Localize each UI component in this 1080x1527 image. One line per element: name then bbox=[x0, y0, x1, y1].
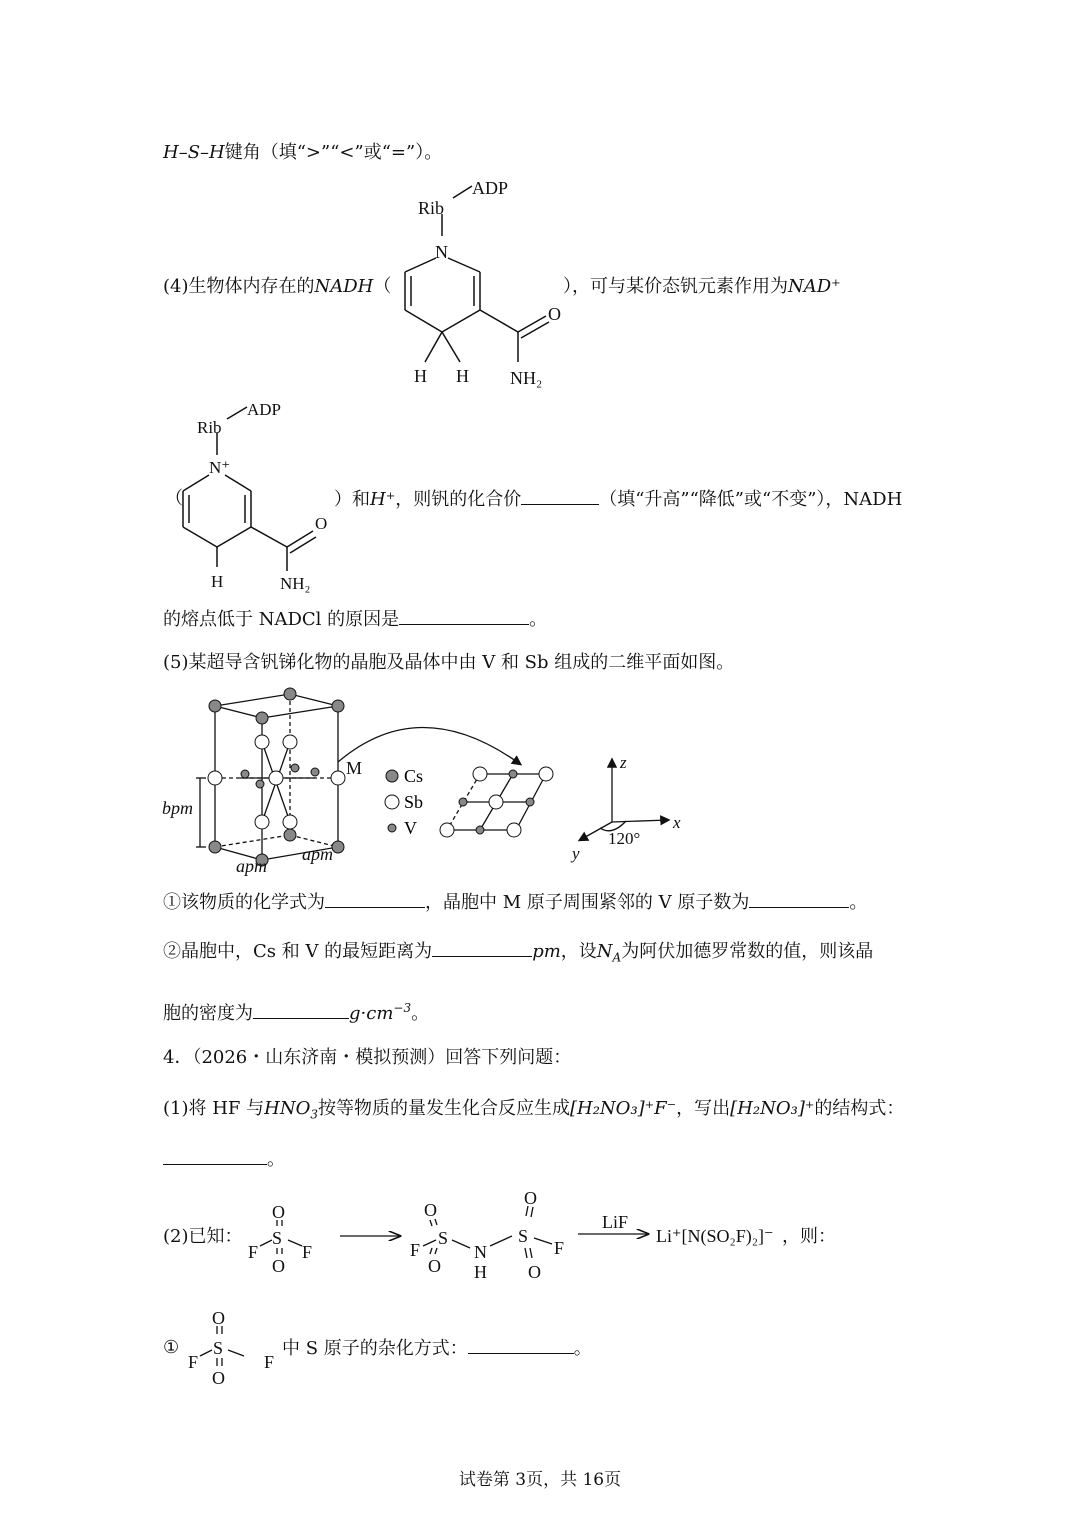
answer-blank-hybridization[interactable] bbox=[468, 1337, 574, 1354]
question-4-header: 4．（2026・山东济南・模拟预测）回答下列问题： bbox=[163, 1047, 572, 1068]
open-paren: （ bbox=[165, 488, 183, 509]
sb-atom-m bbox=[331, 771, 345, 785]
so2f2-structure bbox=[182, 1302, 282, 1392]
h-plus: H⁺ bbox=[370, 489, 396, 510]
s-atom: S bbox=[518, 1226, 529, 1246]
period: 。 bbox=[411, 1003, 430, 1024]
bond bbox=[423, 1240, 436, 1246]
bond bbox=[490, 1236, 512, 1246]
reaction-scheme bbox=[240, 1186, 774, 1286]
q5-3-text-a: 胞的密度为 bbox=[163, 1003, 253, 1024]
q-next-2-prefix bbox=[163, 1226, 243, 1248]
cs-atom bbox=[332, 841, 344, 853]
answer-blank-structure[interactable] bbox=[163, 1148, 267, 1165]
carbonyl-double-bond bbox=[521, 322, 549, 338]
f-atom: F bbox=[302, 1242, 313, 1262]
s-atom: S bbox=[272, 1228, 283, 1248]
o-label: O bbox=[315, 514, 328, 533]
q-next-1-text-d: 的结构式： bbox=[814, 1098, 905, 1119]
v-atom bbox=[311, 768, 319, 776]
o-atom: O bbox=[424, 1200, 437, 1220]
carbonyl-bond bbox=[518, 316, 546, 332]
product-formula: [H₂NO₃]⁺F⁻ bbox=[570, 1098, 677, 1119]
v-atom bbox=[509, 770, 517, 778]
o-label: O bbox=[548, 304, 561, 324]
v-atom bbox=[256, 780, 264, 788]
q5-1-text-b: ，晶胞中 M 原子周围紧邻的 V 原子数为 bbox=[425, 892, 750, 913]
ring-bond bbox=[217, 527, 251, 547]
s-atom: S bbox=[438, 1228, 449, 1248]
adp-label: ADP bbox=[247, 400, 282, 419]
q-next-2-1-line bbox=[282, 1337, 592, 1360]
v-atom bbox=[291, 764, 299, 772]
hsh-formula: H–S–H bbox=[163, 142, 225, 163]
q4-nadh-line-right bbox=[563, 276, 841, 298]
melting-text: 的熔点低于 NADCl 的原因是 bbox=[163, 609, 400, 630]
v-atom bbox=[241, 770, 249, 778]
legend-v: V bbox=[404, 818, 417, 838]
nadh-structure bbox=[380, 172, 580, 394]
q5-line bbox=[163, 652, 734, 674]
bond bbox=[228, 1350, 244, 1356]
cs-atom bbox=[284, 688, 296, 700]
f-atom: F bbox=[188, 1352, 199, 1372]
nh2-label: NH₂ bbox=[280, 574, 311, 593]
sb-atom bbox=[255, 815, 269, 829]
sb-atom bbox=[539, 767, 553, 781]
h-atom: H bbox=[474, 1262, 487, 1282]
na-symbol: N bbox=[596, 941, 613, 962]
sb-atom bbox=[440, 823, 454, 837]
unit-sup: −3 bbox=[393, 1001, 412, 1015]
sb-atom bbox=[489, 795, 503, 809]
answer-blank-melting[interactable] bbox=[399, 608, 529, 625]
q-next-2-suffix bbox=[782, 1226, 836, 1248]
ring-bond bbox=[405, 258, 436, 272]
v-atom bbox=[526, 798, 534, 806]
q5-1-text-a: ①该物质的化学式为 bbox=[163, 892, 325, 913]
q4-nad-text-a: ）和 bbox=[334, 489, 370, 510]
circled-one: ① bbox=[163, 1337, 180, 1358]
q5-2-text-a: ②晶胞中，Cs 和 V 的最短距离为 bbox=[163, 941, 433, 962]
ring-bond bbox=[183, 527, 217, 547]
q4-nad-text-c: （填“升高”“降低”或“不变”），NADH bbox=[599, 489, 903, 510]
q-next-2-1-circ bbox=[163, 1337, 179, 1359]
density-unit: g·cm bbox=[349, 1003, 394, 1024]
apm-label: apm bbox=[236, 856, 267, 876]
q4-nad-open bbox=[165, 488, 183, 510]
ring-bond bbox=[448, 258, 480, 272]
q4-nad-line bbox=[334, 488, 902, 511]
q5-text: (5)某超导含钒锑化物的晶胞及晶体中由 V 和 Sb 组成的二维平面如图。 bbox=[163, 652, 735, 673]
answer-blank-formula[interactable] bbox=[325, 891, 425, 908]
open-paren: （ bbox=[373, 276, 392, 297]
apm-label: apm bbox=[302, 844, 333, 864]
o-atom: O bbox=[212, 1368, 225, 1388]
crystal-figure bbox=[160, 682, 700, 882]
q-next-1-line bbox=[163, 1098, 904, 1126]
period: 。 bbox=[529, 609, 548, 630]
y-axis-label: y bbox=[572, 844, 580, 863]
bond bbox=[531, 1207, 533, 1217]
q-next-2-suffix-text: ，则： bbox=[782, 1226, 836, 1247]
legend-sb: Sb bbox=[404, 792, 424, 812]
cs-atom bbox=[256, 712, 268, 724]
legend-cs: Cs bbox=[404, 766, 424, 786]
period: 。 bbox=[267, 1149, 285, 1170]
sb-atom bbox=[283, 735, 297, 749]
sb-atom bbox=[507, 823, 521, 837]
period: 。 bbox=[849, 892, 868, 913]
legend-v-marker bbox=[388, 824, 396, 832]
q4-prefix: (4)生物体内存在的 bbox=[163, 276, 315, 297]
axes bbox=[580, 760, 668, 840]
amide-bond bbox=[480, 310, 518, 332]
m-label: M bbox=[346, 758, 363, 778]
arrow bbox=[338, 727, 520, 764]
o-atom: O bbox=[528, 1262, 541, 1282]
cs-atom bbox=[209, 700, 221, 712]
product-li-salt: Li⁺[N(SO₂F)₂]⁻ bbox=[656, 1226, 774, 1246]
cs-atom bbox=[209, 841, 221, 853]
nh2-label: NH₂ bbox=[510, 368, 543, 388]
ring-bond bbox=[225, 475, 251, 491]
bond bbox=[525, 1248, 527, 1258]
q-next-1-text-c: ，写出 bbox=[676, 1098, 731, 1119]
answer-blank-v-count[interactable] bbox=[749, 891, 849, 908]
ch-bond bbox=[442, 332, 460, 362]
amide-bond bbox=[251, 527, 287, 547]
period: 。 bbox=[573, 1338, 592, 1359]
bond bbox=[530, 1248, 532, 1258]
q5-2-text-c: 为阿伏加德罗常数的值，则该晶 bbox=[621, 941, 874, 962]
carbonyl-double-bond bbox=[290, 537, 316, 553]
plane-atoms bbox=[440, 767, 553, 837]
lif-reagent: LiF bbox=[602, 1212, 629, 1232]
o-atom: O bbox=[272, 1256, 285, 1276]
bond bbox=[435, 1248, 437, 1254]
f-atom: F bbox=[554, 1238, 565, 1258]
nadh-formula: NADH bbox=[314, 276, 374, 297]
legend-cs-marker bbox=[386, 770, 398, 782]
bond bbox=[534, 1238, 552, 1244]
sb-atom bbox=[208, 771, 222, 785]
o-atom: O bbox=[212, 1308, 225, 1328]
q4-nad-text-b: ，则钒的化合价 bbox=[395, 489, 522, 510]
answer-blank-distance[interactable] bbox=[432, 940, 532, 957]
n-label: N bbox=[435, 242, 448, 262]
v-atom bbox=[476, 826, 484, 834]
bond bbox=[260, 1240, 272, 1246]
atoms bbox=[208, 688, 345, 866]
nad-plus-structure bbox=[175, 395, 345, 600]
answer-blank-valence[interactable] bbox=[521, 488, 599, 505]
bond bbox=[452, 1240, 470, 1248]
adp-label: ADP bbox=[472, 178, 509, 198]
carbonyl-bond bbox=[287, 531, 313, 547]
h-label: H bbox=[211, 572, 224, 591]
bond bbox=[288, 1240, 302, 1246]
hybridization-text: 中 S 原子的杂化方式： bbox=[282, 1338, 468, 1359]
nad-plus-formula: NAD⁺ bbox=[788, 276, 841, 297]
q3-tail-line bbox=[163, 142, 442, 164]
na-sub: A bbox=[612, 950, 622, 965]
z-axis-label: z bbox=[620, 753, 627, 772]
q-next-2-prefix-text: (2)已知： bbox=[163, 1226, 243, 1247]
q-next-1-text-a: (1)将 HF 与 bbox=[163, 1098, 265, 1119]
f-atom: F bbox=[248, 1242, 259, 1262]
x-axis-label: x bbox=[673, 813, 681, 832]
f-atom: F bbox=[264, 1352, 275, 1372]
legend-sb-marker bbox=[385, 795, 399, 809]
ring-bond bbox=[442, 310, 480, 332]
sb-atom bbox=[269, 771, 283, 785]
o-atom: O bbox=[524, 1188, 537, 1208]
sb-atom bbox=[473, 767, 487, 781]
q4-nadh-line bbox=[163, 276, 391, 298]
sb-atom bbox=[283, 815, 297, 829]
o-atom: O bbox=[428, 1256, 441, 1276]
o-atom: O bbox=[272, 1202, 285, 1222]
q5-2-line bbox=[163, 940, 873, 969]
angle-label: 120° bbox=[608, 829, 641, 848]
h-label: H bbox=[414, 366, 427, 386]
bpm-label: bpm bbox=[162, 798, 193, 818]
sub-3: 3 bbox=[310, 1107, 318, 1122]
ring-bond bbox=[405, 310, 442, 332]
rib-adp-bond bbox=[453, 186, 472, 198]
n-atom: N bbox=[474, 1242, 487, 1262]
page-footer: 试卷第 3页，共 16页 bbox=[458, 1470, 622, 1490]
rib-adp-bond bbox=[227, 407, 247, 419]
f-atom: F bbox=[410, 1240, 421, 1260]
q5-1-line bbox=[163, 891, 867, 914]
ion-formula: [H₂NO₃]⁺ bbox=[730, 1098, 815, 1119]
q4-mid-text: ），可与某价态钒元素作用为 bbox=[563, 276, 788, 297]
cs-atom bbox=[332, 700, 344, 712]
bond bbox=[430, 1248, 432, 1254]
cs-atom bbox=[284, 829, 296, 841]
s-atom: S bbox=[213, 1338, 224, 1358]
legend bbox=[385, 766, 423, 838]
ring-bond bbox=[183, 475, 209, 491]
n-plus-label: N⁺ bbox=[209, 458, 231, 477]
h-label: H bbox=[456, 366, 469, 386]
q4-melting-line bbox=[163, 608, 547, 631]
rib-label: Rib bbox=[197, 418, 222, 437]
q5-2-text-b: ，设 bbox=[560, 941, 597, 962]
v-atom bbox=[459, 798, 467, 806]
bond bbox=[200, 1350, 212, 1356]
q5-3-line bbox=[163, 997, 429, 1025]
hno3-formula: HNO bbox=[264, 1098, 311, 1119]
sb-atom bbox=[255, 735, 269, 749]
q-next-line bbox=[163, 1047, 571, 1069]
q-next-1-text-b: 按等物质的量发生化合反应生成 bbox=[318, 1098, 570, 1119]
q-next-1-answer-line bbox=[163, 1148, 285, 1171]
answer-blank-density[interactable] bbox=[253, 1002, 349, 1019]
rib-label: Rib bbox=[418, 198, 445, 218]
ch-bond bbox=[425, 332, 442, 362]
bond bbox=[430, 1220, 432, 1226]
q3-tail-text: 键角（填“>”“<”或“=”）。 bbox=[224, 142, 443, 163]
pm-unit: pm bbox=[532, 941, 561, 962]
